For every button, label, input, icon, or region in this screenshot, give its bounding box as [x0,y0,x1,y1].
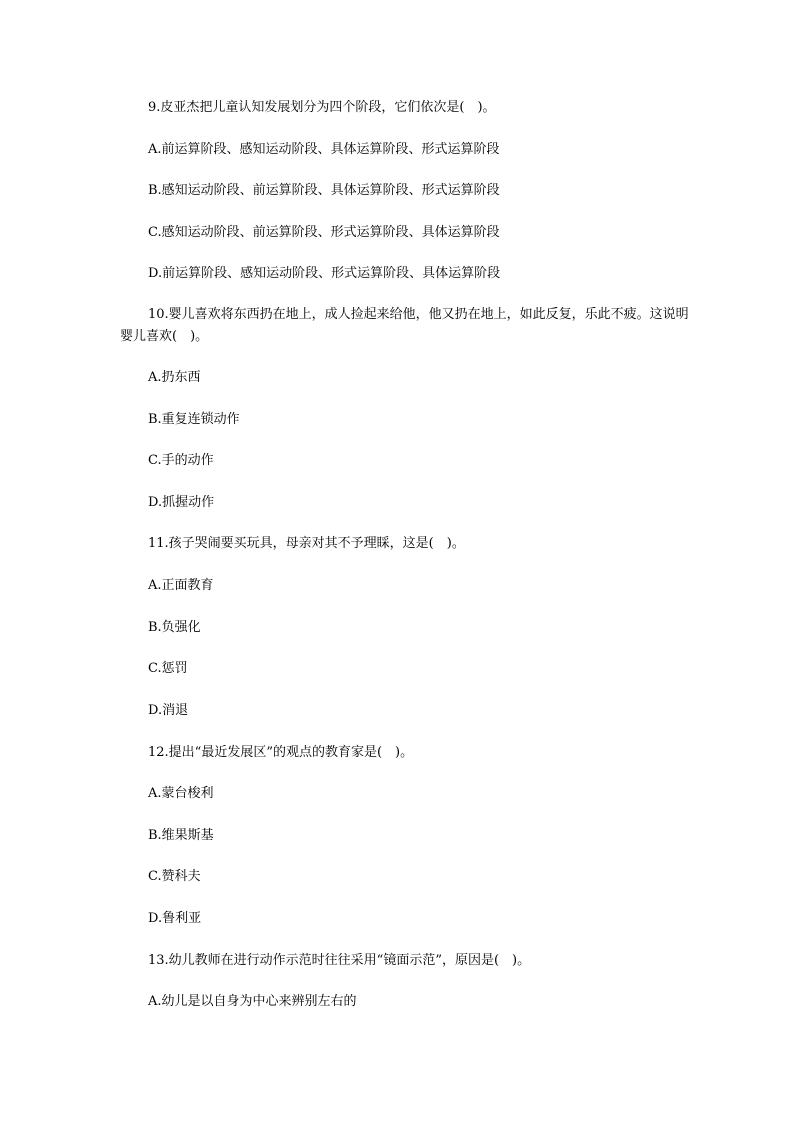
question-10-option-c: C.手的动作 [148,453,214,468]
question-9-stem: 9.皮亚杰把儿童认知发展划分为四个阶段，它们依次是( )。 [148,100,496,115]
question-12-option-b: B.维果斯基 [148,828,214,843]
question-12-option-d: D.鲁利亚 [148,911,202,926]
question-11-option-c: C.惩罚 [148,661,188,676]
question-9-option-a: A.前运算阶段、感知运动阶段、具体运算阶段、形式运算阶段 [148,142,500,157]
question-11-option-d: D.消退 [148,703,189,718]
question-12-option-c: C.赞科夫 [148,869,201,884]
question-13-stem: 13.幼儿教师在进行动作示范时往往采用“镜面示范”，原因是( )。 [148,953,531,968]
question-10-option-d: D.抓握动作 [148,495,215,510]
question-11-option-a: A.正面教育 [148,578,214,593]
question-10-option-b: B.重复连锁动作 [148,412,240,427]
question-9-option-b: B.感知运动阶段、前运算阶段、具体运算阶段、形式运算阶段 [148,183,500,198]
question-9-option-c: C.感知运动阶段、前运算阶段、形式运算阶段、具体运算阶段 [148,225,500,240]
question-11-stem: 11.孩子哭闹要买玩具，母亲对其不予理睬，这是( )。 [148,536,465,551]
question-12-stem: 12.提出“最近发展区”的观点的教育家是( )。 [148,745,414,760]
question-12-option-a: A.蒙台梭利 [148,786,214,801]
question-10-stem: 10.婴儿喜欢将东西扔在地上，成人捡起来给他，他又扔在地上，如此反复，乐此不疲。这说明婴儿喜欢( )。 [120,307,689,344]
question-9-option-d: D.前运算阶段、感知运动阶段、形式运算阶段、具体运算阶段 [148,266,501,281]
question-10-option-a: A.扔东西 [148,370,201,385]
question-13-option-a: A.幼儿是以自身为中心来辨别左右的 [148,994,357,1009]
question-11-option-b: B.负强化 [148,620,201,635]
